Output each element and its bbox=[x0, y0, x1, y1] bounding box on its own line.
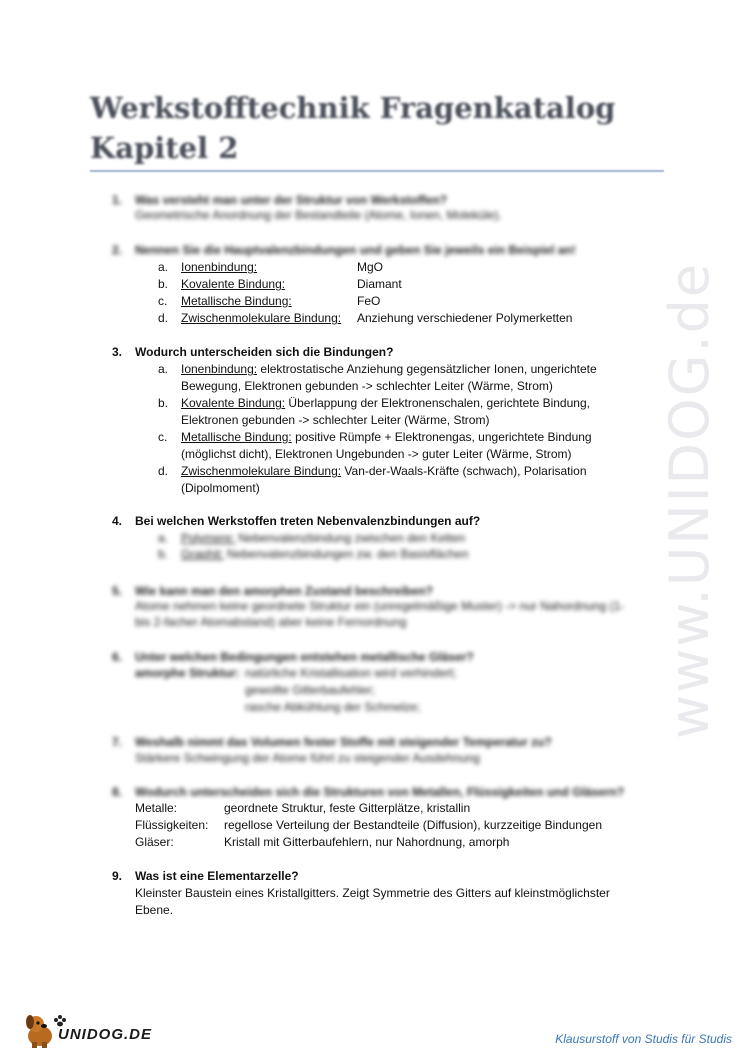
question-number: 1. bbox=[112, 193, 123, 207]
question-number: 2. bbox=[112, 243, 123, 257]
question-text: Wie kann man den amorphen Zustand beschreiben? bbox=[135, 584, 433, 598]
title-line-1: Werkstofftechnik Fragenkatalog bbox=[90, 91, 616, 125]
question-text: Was versteht man unter der Struktur von Werkstoffen? bbox=[135, 193, 448, 207]
page-title bbox=[90, 88, 690, 168]
question-number: 4. bbox=[112, 514, 123, 528]
question-number: 8. bbox=[112, 785, 123, 799]
footer-slogan: Klausurstoff von Studis für Studis bbox=[555, 1032, 732, 1046]
question-text: Unter welchen Bedingungen entstehen metallische Gläser? bbox=[135, 650, 474, 664]
question-text: Nennen Sie die Hauptvalenzbindungen und geben Sie jeweils ein Beispiel an! bbox=[135, 243, 576, 257]
title-line-2: Kapitel 2 bbox=[90, 131, 239, 165]
question-number: 5. bbox=[112, 584, 123, 598]
question-text: Was ist eine Elementarzelle? bbox=[135, 869, 299, 883]
question-text: Wodurch unterscheiden sich die Strukturen von Metallen, Flüssigkeiten und Gläsern? bbox=[135, 785, 625, 799]
question-number: 9. bbox=[112, 869, 123, 883]
question-text: Weshalb nimmt das Volumen fester Stoffe mit steigender Temperatur zu? bbox=[135, 735, 552, 749]
logo-text: UNIDOG.DE bbox=[58, 1026, 153, 1043]
question-number: 6. bbox=[112, 650, 123, 664]
watermark: www.UNIDOG.de bbox=[658, 261, 721, 739]
title-rule bbox=[90, 170, 664, 172]
question-text: Wodurch unterscheiden sich die Bindungen? bbox=[135, 345, 394, 359]
answer-text: Geometrische Anordnung der Bestandteile (Atome, Ionen, Moleküle). bbox=[135, 208, 502, 222]
question-number: 7. bbox=[112, 735, 123, 749]
question-text: Bei welchen Werkstoffen treten Nebenvalenzbindungen auf? bbox=[135, 514, 481, 528]
question-number: 3. bbox=[112, 345, 123, 359]
